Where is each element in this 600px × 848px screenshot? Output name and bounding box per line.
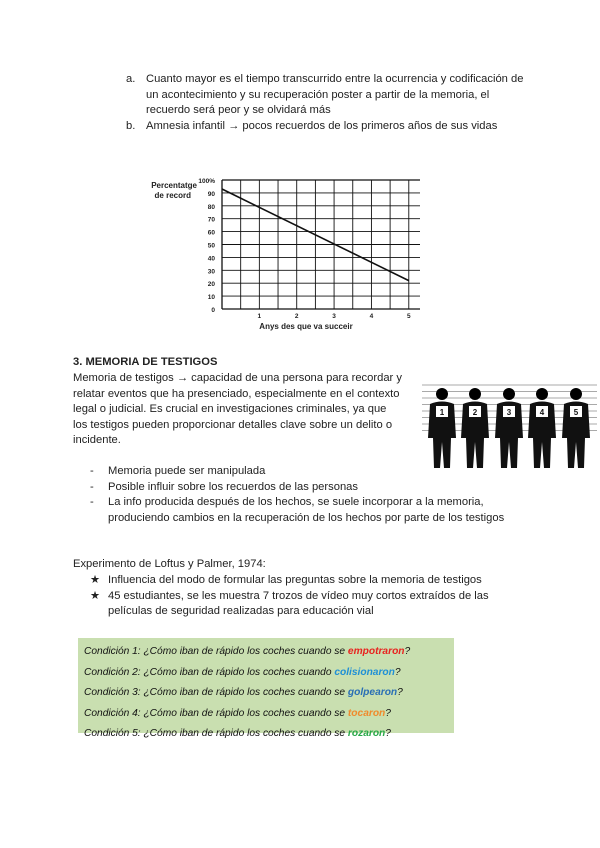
y-tick-label: 20 bbox=[207, 281, 215, 289]
list-item-text: Posible influir sobre los recuerdos de las personas bbox=[108, 480, 358, 493]
list-item-text: Memoria puede ser manipulada bbox=[108, 465, 266, 477]
condition-verb: empotraron bbox=[347, 646, 405, 657]
chart-ylabel-line2: de record bbox=[154, 191, 191, 200]
dash-marker: - bbox=[90, 496, 94, 509]
condition-prefix: Condición 5: ¿Cómo iban de rápido los coches cuando se bbox=[84, 728, 348, 739]
experiment-title: Experimento de Loftus y Palmer, 1974: bbox=[73, 558, 266, 570]
chart-xlabel: Anys des que va succeir bbox=[259, 322, 353, 331]
list-item-text: Influencia del modo de formular las preguntas sobre la memoria de testigos bbox=[108, 574, 482, 586]
chart-ticks bbox=[198, 178, 411, 320]
suspect-head bbox=[536, 388, 548, 400]
condition-line bbox=[84, 687, 403, 698]
condition-verb: colisionaron bbox=[334, 667, 395, 678]
y-tick-label: 70 bbox=[207, 216, 215, 224]
list-marker: a. bbox=[126, 73, 136, 85]
y-tick-label: 60 bbox=[207, 229, 215, 237]
list-item bbox=[126, 72, 536, 119]
list-item bbox=[90, 464, 530, 480]
condition-line bbox=[84, 728, 391, 739]
suspect-number: 2 bbox=[472, 408, 478, 417]
section-heading: 3. MEMORIA DE TESTIGOS bbox=[73, 356, 218, 368]
y-tick-label: 0 bbox=[211, 307, 215, 314]
y-tick-label: 100% bbox=[198, 178, 215, 185]
suspect-head bbox=[503, 388, 515, 400]
condition-verb: tocaron bbox=[347, 708, 386, 719]
condition-line bbox=[84, 667, 401, 678]
x-tick-label: 2 bbox=[294, 313, 299, 320]
list-item-text: Amnesia infantil → pocos recuerdos de los primeros años de sus vidas bbox=[146, 119, 498, 132]
forgetting-curve-chart bbox=[140, 172, 430, 332]
condition-verb: rozaron bbox=[347, 728, 386, 739]
dash-marker: - bbox=[90, 480, 94, 493]
list-item-text: 45 estudiantes, se les muestra 7 trozos de vídeo muy cortos extraídos de las películas de seguridad realizadas para educación vial bbox=[108, 589, 489, 618]
condition-line bbox=[84, 646, 410, 657]
chart-grid bbox=[222, 180, 420, 309]
condition-suffix: ? bbox=[394, 667, 401, 678]
suspect-number: 4 bbox=[539, 408, 545, 417]
list-item bbox=[90, 495, 530, 526]
suspect-figure bbox=[461, 388, 489, 468]
y-tick-label: 10 bbox=[207, 294, 215, 302]
list-item bbox=[90, 573, 530, 589]
condition-suffix: ? bbox=[385, 708, 391, 719]
condition-prefix: Condición 4: ¿Cómo iban de rápido los coches cuando se bbox=[84, 708, 348, 719]
condition-suffix: ? bbox=[385, 728, 391, 739]
suspect-figure bbox=[428, 388, 456, 468]
condition-line bbox=[84, 708, 391, 719]
suspect-figure bbox=[495, 388, 523, 468]
suspect-head bbox=[469, 388, 481, 400]
condition-suffix: ? bbox=[397, 687, 403, 698]
chart-ylabel-line1: Percentatge bbox=[151, 181, 197, 190]
list-item bbox=[90, 480, 530, 496]
condition-verb: golpearon bbox=[347, 687, 398, 698]
x-tick-label: 1 bbox=[257, 313, 262, 320]
condition-prefix: Condición 1: ¿Cómo iban de rápido los coches cuando se bbox=[84, 646, 348, 657]
y-tick-label: 30 bbox=[207, 268, 215, 276]
y-tick-label: 80 bbox=[207, 203, 215, 211]
list-item-text: Cuanto mayor es el tiempo transcurrido entre la ocurrencia y codificación de un acontecimiento y su recuperación poster a partir de la memoria, el recuerdo será peor y se olvidará más bbox=[146, 73, 524, 117]
dash-marker: - bbox=[90, 465, 94, 477]
condition-prefix: Condición 2: ¿Cómo iban de rápido los coches cuando bbox=[84, 667, 335, 678]
y-tick-label: 40 bbox=[207, 255, 215, 263]
list-item-text: La info producida después de los hechos, se suele incorporar a la memoria, produciendo cambios en la recuperación de los hechos por parte de los testigos bbox=[108, 496, 505, 524]
condition-suffix: ? bbox=[404, 646, 411, 657]
section-paragraph: Memoria de testigos → capacidad de una persona para recordar y relatar eventos que ha presenciado, especialmente en el contexto legal o judicial. Es crucial en investigaciones criminales, ya que los testigos pueden proporcionar detalles clave sobre un delito o incidente. bbox=[73, 372, 402, 447]
suspect-figure bbox=[528, 388, 556, 468]
star-marker: ★ bbox=[90, 589, 101, 602]
x-tick-label: 5 bbox=[406, 313, 411, 320]
star-marker: ★ bbox=[90, 574, 101, 586]
x-tick-label: 3 bbox=[332, 313, 336, 320]
list-ab bbox=[126, 72, 536, 134]
x-tick-label: 4 bbox=[369, 313, 374, 320]
suspect-number: 5 bbox=[573, 408, 579, 417]
suspect-head bbox=[436, 388, 448, 400]
suspect-number: 1 bbox=[439, 408, 445, 417]
list-item bbox=[126, 119, 536, 135]
list-item bbox=[90, 589, 530, 620]
suspect-number: 3 bbox=[506, 408, 512, 417]
bullet-list bbox=[90, 464, 530, 526]
suspect-figure bbox=[562, 388, 590, 468]
police-lineup-illustration bbox=[422, 382, 597, 472]
condition-prefix: Condición 3: ¿Cómo iban de rápido los coches cuando se bbox=[84, 687, 348, 698]
star-list bbox=[90, 573, 530, 620]
lineup-suspects bbox=[428, 388, 590, 468]
suspect-head bbox=[570, 388, 582, 400]
y-tick-label: 50 bbox=[207, 242, 215, 250]
y-tick-label: 90 bbox=[207, 190, 215, 198]
list-marker: b. bbox=[126, 119, 136, 132]
